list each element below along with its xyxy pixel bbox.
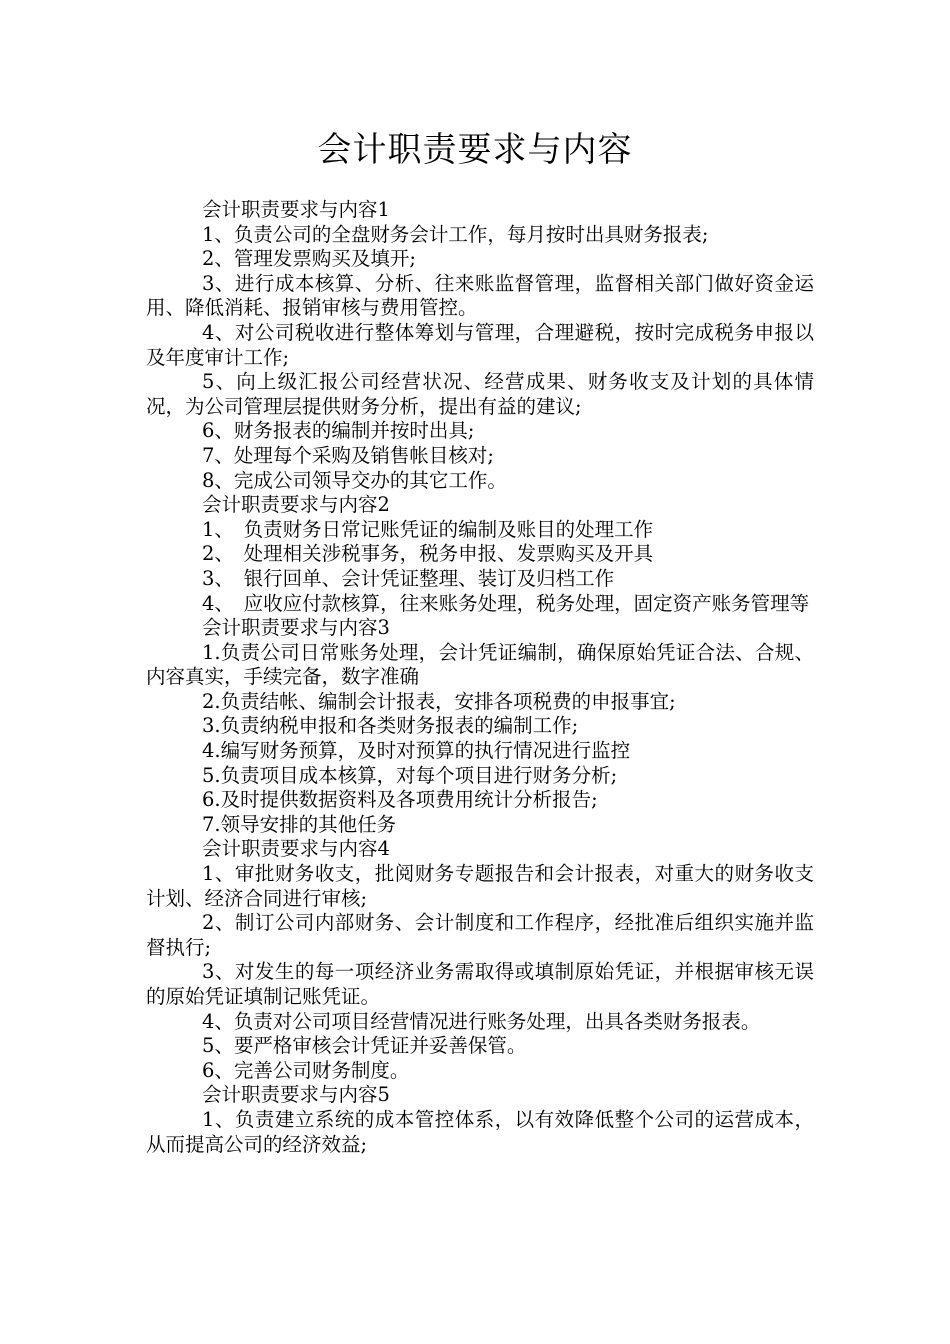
paragraph: 3、 银行回单、会计凭证整理、装订及归档工作 (202, 566, 615, 590)
paragraph: 3.负责纳税申报和各类财务报表的编制工作; (202, 714, 579, 738)
paragraph: 6.及时提供数据资料及各项费用统计分析报告; (202, 788, 598, 812)
paragraph: 3、对发生的每一项经济业务需取得或填制原始凭证，并根据审核无误的原始凭证填制记账凭证。 (146, 960, 814, 1008)
document-title: 会计职责要求与内容 (317, 130, 633, 170)
paragraph: 5、要严格审核会计凭证并妥善保管。 (202, 1034, 527, 1058)
paragraph: 2、管理发票购买及填开; (202, 247, 416, 271)
document-body (146, 198, 814, 1157)
paragraph: 4、对公司税收进行整体筹划与管理，合理避税，按时完成税务申报以及年度审计工作; (146, 320, 814, 369)
paragraph: 2、制订公司内部财务、会计制度和工作程序，经批准后组织实施并监督执行; (146, 911, 814, 959)
paragraph: 6、财务报表的编制并按时出具; (202, 419, 475, 443)
paragraph: 2.负责结帐、编制会计报表，安排各项税费的申报事宜; (202, 689, 676, 713)
paragraph: 1、 负责财务日常记账凭证的编制及账目的处理工作 (202, 517, 654, 541)
section-heading-4: 会计职责要求与内容4 (202, 837, 390, 861)
paragraph: 2、 处理相关涉税事务，税务申报、发票购买及开具 (202, 542, 654, 566)
paragraph: 6、完善公司财务制度。 (202, 1058, 410, 1082)
section-heading-5: 会计职责要求与内容5 (202, 1083, 390, 1107)
paragraph: 1、负责公司的全盘财务会计工作，每月按时出具财务报表; (202, 222, 709, 246)
paragraph: 7.领导安排的其他任务 (202, 812, 397, 836)
paragraph: 1.负责公司日常账务处理，会计凭证编制，确保原始凭证合法、合规、内容真实，手续完备，数字准确 (146, 640, 814, 689)
paragraph: 5.负责项目成本核算，对每个项目进行财务分析; (202, 763, 618, 787)
paragraph: 4、负责对公司项目经营情况进行账务处理，出具各类财务报表。 (202, 1009, 761, 1033)
paragraph: 1、审批财务收支，批阅财务专题报告和会计报表，对重大的财务收支计划、经济合同进行审核; (146, 862, 814, 910)
section-heading-1: 会计职责要求与内容1 (202, 198, 390, 221)
paragraph: 4、 应收应付款核算，往来账务处理，税务处理，固定资产账务管理等 (202, 591, 810, 615)
paragraph: 1、负责建立系统的成本管控体系，以有效降低整个公司的运营成本，从而提高公司的经济效益; (146, 1107, 814, 1156)
paragraph: 4.编写财务预算，及时对预算的执行情况进行监控 (202, 739, 631, 763)
paragraph: 5、向上级汇报公司经营状况、经营成果、财务收支及计划的具体情况，为公司管理层提供财务分析，提出有益的建议; (146, 370, 814, 418)
paragraph: 3、进行成本核算、分析、往来账监督管理，监督相关部门做好资金运用、降低消耗、报销审核与费用管控。 (146, 271, 814, 320)
section-heading-3: 会计职责要求与内容3 (202, 616, 390, 640)
paragraph: 8、完成公司领导交办的其它工作。 (202, 468, 507, 492)
paragraph: 7、处理每个采购及销售帐目核对; (202, 443, 494, 467)
section-heading-2: 会计职责要求与内容2 (202, 493, 390, 517)
